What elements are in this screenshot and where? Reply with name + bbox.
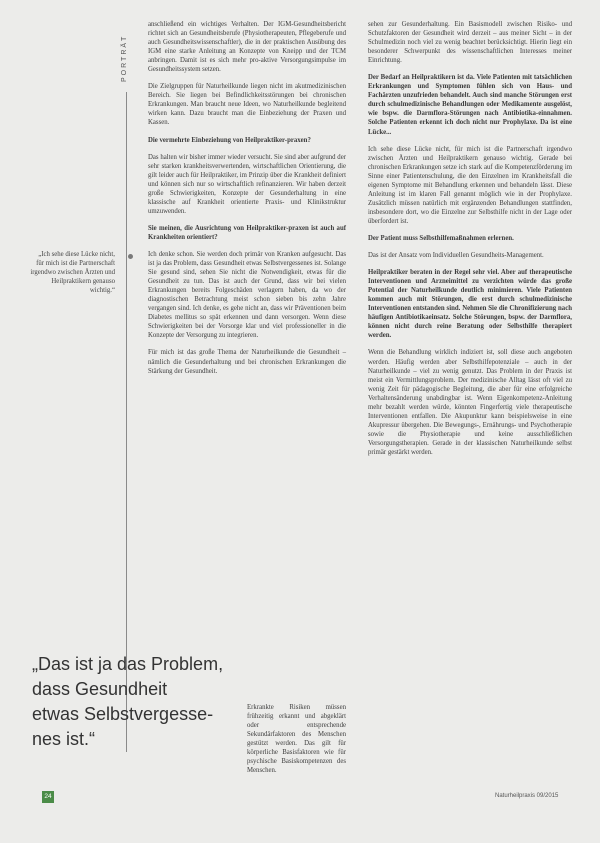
paragraph: Wenn die Behandlung wirklich indiziert ist, soll diese auch angeboten werden. Häufig werden aber Selbsthilfepotenziale – auch in der Naturheilkunde – viel zu wenig genutzt. Das Problem in der Praxis ist meist ein Vermittlungsproblem. Der medizinische Alltag lässt oft viel zu wenig Zeit für pädagogische Begleitung, die aber für eine erfolgreiche Verhaltensänderung unabdingbar ist. Wenn Eigenkompetenz-Anleitung mehr bezahlt werden würde, könnten Fingerfertig viele therapeutische Interventionen entfallen. Die Akupunktur kann beispielsweise in eine Akupressur übergehen. Die Bewegungs-, Ernährungs- und Psychotherapie sowie die Physiotherapie und keine ausschließlichen Versorgungstherapien. Gerade in der klassischen Naturheilkunde selbst primär gestärkt werden. [368, 349, 572, 456]
paragraph: Ich sehe diese Lücke nicht, für mich ist die Partnerschaft irgendwo zwischen Ärzten und Heilpraktikern genauso wichtig. Gerade bei chronischen Erkrankungen setze ich stark auf die Kompetenzförderung im Sinne einer Patientenschulung, die den Einzelnen im Krankheitsfall die eigenen Symptome mit Behandlung erkennen und behandeln lässt. Diese Anleitung ist im klaren Fall genannt möglich wie in der Prophylaxe. Zusätzlich müssen natürlich mit ergänzenden Behandlungen stattfinden, insbesondere dort, wo die Einzelne zur Selbsthilfe nicht in der Lage oder überfordert ist. [368, 145, 572, 225]
interview-question: Der Bedarf an Heilpraktikern ist da. Viele Patienten mit tatsächlichen Erkrankungen und Symptomen fühlen sich von Haus- und Fachärzten unzufrieden behandelt. Auch sind manche Störungen erst durch schulmedizinische Behandlungen oder Medikamente ausgelöst, wie bspw. die Darmflora-Störungen nach Antibiotika-einnahmen. Solche Patienten erkennt ich doch nicht nur Prophylaxe. Da ist eine Lücke... [368, 74, 572, 136]
pull-quote-line: dass Gesundheit [32, 679, 168, 699]
page-number: 24 [42, 791, 54, 803]
paragraph: anschließend ein wichtiges Verhalten. Der IGM-Gesundheitsbericht richtet sich an Gesundheitsberufe (Physiotherapeuten, Pflegeberufe und auch Gesundheitswissenschaftler), die in der praktischen Ausübung des IGM eine starke Anleitung an Konzepte von Kneipp und der TCM anbringen. Damit ist es sich mehr pro-aktive Versorgungsimpulse im Gesundheitssystem setzen. [148, 21, 346, 74]
pull-quote-line: etwas Selbstvergesse- [32, 704, 214, 724]
text-column-left-continued: Erkrankte Risiken müssen frühzeitig erkannt und abgeklärt oder entsprechende Sekundärfaktoren des Menschen gestützt werden. Das gilt für körperliche Basisfaktoren wie für psychische Basiskompetenzen des Menschen. [247, 704, 346, 775]
text-column-right [368, 20, 572, 465]
side-quote: „Ich sehe diese Lücke nicht, für mich ist die Partnerschaft irgendwo zwischen Ärzten und Heilpraktikern genauso wichtig.“ [30, 251, 115, 295]
footer-publication: Naturheilpraxis 09/2015 [495, 793, 559, 799]
paragraph: sehen zur Gesunderhaltung. Ein Basismodell zwischen Risiko- und Schutzfaktoren der Gesundheit wird derzeit – aus meiner Sicht – in der Schulmedizin noch viel zu wenig beachtet berücksichtigt. Hierin liegt ein besonderer Schwerpunkt des wissenschaftlichen Interesses meiner Einrichtung. [368, 21, 572, 65]
interview-question: Heilpraktiker beraten in der Regel sehr viel. Aber auf therapeutische Interventionen und Arzneimittel zu verzichten würde das große Potential der Naturheilkunde deutlich minimieren. Viele Patienten kommen auch mit Störungen, die erst durch schulmedizinische Interventionen entstanden sind. Nehmen Sie die Chronifizierung nach häufigen Antibiotikaeinsatz. Solche Störungen, bspw. der Darmflora, können nicht durch reine Beratung oder Selbsthilfe therapiert werden. [368, 269, 572, 340]
paragraph: Das ist der Ansatz vom Individuellen Gesundheits-Management. [368, 252, 544, 260]
paragraph: Die Zielgruppen für Naturheilkunde liegen nicht im akutmedizinischen Bereich. Sie liegen bei Befindlichkeitsstörungen bei chronischen Erkrankungen. Man braucht neue Ideen, wo Naturheilkunde begleitend wirken kann. Dazu braucht man die Einbeziehung der Praxen und Kassen. [148, 83, 346, 127]
paragraph: Ich denke schon. Sie werden doch primär von Kranken aufgesucht. Das ist ja das Problem, dass Gesundheit etwas Selbstvergessenes ist. Solange Sie gesund sind, sehen Sie nicht die Notwendigkeit, etwas für die Gesundheit zu tun. Das ist auch der Grund, dass wir bei vielen Erkrankungen bereits Folgeschäden verlagern haben, da wo der diagnostischen Betrachtung meist schon sieben bis zehn Jahre vergangen sind. Ich denke, es gehe nicht an, dass wir Präventionen beim Diabetes mellitus so spät erkennen und dann versorgen. Wenn diese Schwierigkeiten bei der Vorsorge klar und viel professioneller in die Konzepte der Versorgung zu integrieren. [148, 250, 346, 340]
pull-quote-line: nes ist.“ [32, 729, 96, 749]
text-column-left [148, 20, 346, 384]
interview-question: Sie meinen, die Ausrichtung von Heilpraktiker-praxen ist auch auf Krankheiten orientiert? [148, 224, 346, 241]
interview-question: Die vermehrte Einbeziehung von Heilpraktiker-praxen? [148, 136, 311, 144]
pull-quote [32, 652, 242, 752]
interview-question: Der Patient muss Selbsthilfemaßnahmen erlernen. [368, 234, 514, 242]
pull-quote-line: „Das ist ja das Problem, [32, 654, 224, 674]
bullet-marker [128, 254, 133, 259]
paragraph: Für mich ist das große Thema der Naturheilkunde die Gesundheit – nämlich die Gesunderhaltung und bei chronischen Erkrankungen die Stärkung der Gesundheit. [148, 349, 346, 375]
paragraph: Das halten wir bisher immer wieder versucht. Sie sind aber aufgrund der sehr starken krankheitsverwertenden, wirtschaftlichen Orientierung, die gilt leider auch für Heilpraktiker, im Prinzip über die Krankheit definiert und können sich nur so wirtschaftlich refinanzieren. Wir haben derzeit große Schwierigkeiten, Konzepte der Gesunderhaltung in eine klassische auf Krankheit orientierte Praxis- und Klinikstruktur umzuwenden. [148, 153, 346, 215]
section-label: PORTRÄT [121, 34, 128, 82]
